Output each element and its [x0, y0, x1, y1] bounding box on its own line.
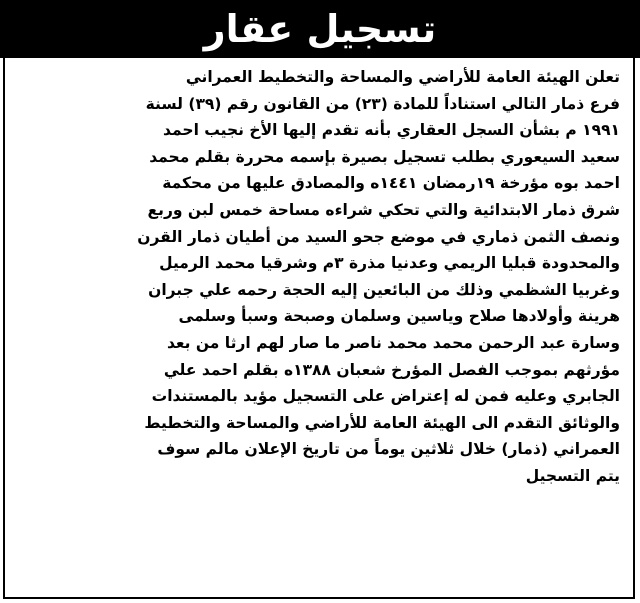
notice-header — [0, 0, 640, 58]
notice-line: الجابري وعليه فمن له إعتراض على التسجيل مؤيد بالمستندات — [151, 387, 620, 406]
notice-body — [14, 64, 620, 490]
notice-line: ١٩٩١ م بشأن السجل العقاري بأنه تقدم إليها الأخ نجيب احمد — [163, 121, 620, 140]
notice-line: يتم التسجيل — [525, 466, 620, 485]
notice-line: ونصف الثمن ذماري في موضع جحو السيد من أطيان ذمار القرن — [137, 227, 620, 246]
notice-line: والمحدودة قبليا الريمي وعدنيا مذرة ٣م وشرقيا محمد الرميل — [159, 254, 620, 273]
notice-line: وغربيا الشظمي وذلك من البائعين إليه الحجة رحمه علي جبران — [148, 280, 620, 299]
notice-title: تسجيل عقار — [203, 7, 437, 51]
notice-line: وسارة عبد الرحمن محمد محمد ناصر ما صار لهم ارثا من بعد — [166, 333, 620, 352]
notice-line: العمراني (ذمار) خلال ثلاثين يوماً من تاريخ الإعلان مالم سوف — [157, 440, 620, 459]
notice-line: شرق ذمار الابتدائية والتي تحكي شراءه مساحة خمس لبن وربع — [147, 200, 620, 219]
notice-line: فرع ذمار التالي استناداً للمادة (٢٣) من القانون رقم (٣٩) لسنة — [145, 94, 620, 113]
notice-line: هرينة وأولادها صلاح وياسين وسلمان وصبحة وسبأ وسلمى — [178, 307, 620, 326]
notice-line: والوثائق التقدم الى الهيئة العامة للأراضي والمساحة والتخطيط — [144, 413, 620, 432]
notice-line: احمد بوه مؤرخة ١٩رمضان ١٤٤١ه والمصادق عليها من محكمة — [162, 174, 620, 193]
notice-line: تعلن الهيئة العامة للأراضي والمساحة والتخطيط العمراني — [185, 68, 620, 86]
notice-line: سعيد السيعوري بطلب تسجيل بصيرة بإسمه محررة بقلم محمد — [149, 147, 620, 166]
notice-line: مؤرثهم بموجب الفصل المؤرخ شعبان ١٣٨٨ه بقلم احمد علي — [163, 360, 620, 379]
